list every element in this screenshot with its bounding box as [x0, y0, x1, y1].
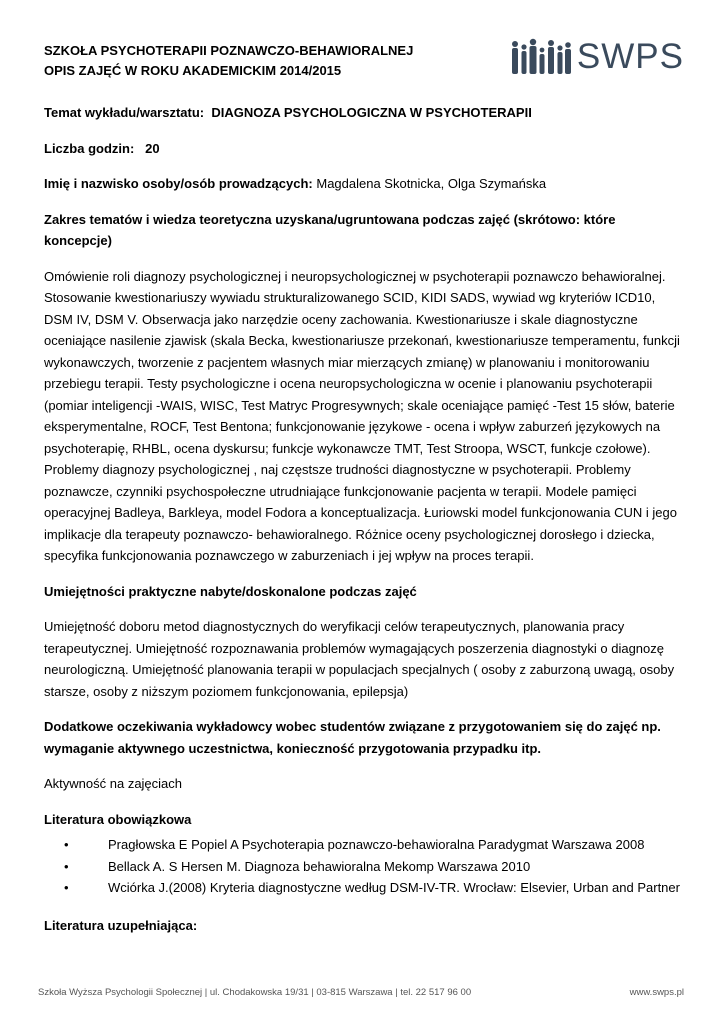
header-school-name: SZKOŁA PSYCHOTERAPII POZNAWCZO-BEHAWIORALNEJ: [44, 43, 414, 58]
topic-line: [44, 102, 684, 124]
header-course-year: OPIS ZAJĘĆ W ROKU AKADEMICKIM 2014/2015: [44, 63, 342, 78]
scope-text: Omówienie roli diagnozy psychologicznej i neuropsychologicznej w psychoterapii poznawczo behawioralnej. Stosowanie kwestionariuszy wywiadu strukturalizowanego SCID, KIDI SADS, wywiad wg kryteriów ICD10, DSM IV, DSM V. Obserwacja jako narzędzie oceny zachowania. Kwestionariusze i skale diagnostyczne oceniające nasilenie zjawisk (skala Becka, kwestionariusze przekonań, kwestionariusze temperamentu, funkcji wykonawczych, tworzenie z pacjentem własnych miar mierzących zmianę) w planowaniu i monitorowaniu przebiegu terapii. Testy psychologiczne i ocena neuropsychologiczna w ocenie i planowaniu psychoterapii (pomiar inteligencji -WAIS, WISC, Test Matryc Progresywnych; skale oceniające pamięć -Test 15 słów, baterie eksperymentalne, ROCF, Test Bentona; funkcjonowanie językowe - ocena i wpływ zaburzeń językowych na psychoterapię, RHBL, ocena dyskursu; funkcje wykonawcze TMT, Test Stroopa, WSCT, funkcje czołowe). Problemy diagnozy psychologicznej , naj częstsze trudności diagnostyczne w psychoterapii. Problemy poznawcze, czynniki psychospołeczne utrudniające funkcjonowanie pacjenta w terapii. Modele pamięci operacyjnej Badleya, Barkleya, model Fodora a konceptualizacja. Łuriowski model funkcjonowania CUN i jego implikacje dla terapeuty poznawczo- behawioralnego. Różnice oceny psychologicznej dorosłego i dziecka, specyfika funkcjonowania poznawczego w zaburzeniach i jej wpływ na proces terapii.: [44, 268, 680, 563]
instructors-value: Magdalena Skotnicka, Olga Szymańska: [316, 176, 547, 191]
list-item: • Bellack A. S Hersen M. Diagnoza behawioralna Mekomp Warszawa 2010: [44, 856, 684, 878]
page-footer: [38, 987, 684, 998]
footer-website: www.swps.pl: [629, 987, 684, 998]
list-item: • Wciórka J.(2008) Kryteria diagnostyczne według DSM-IV-TR. Wrocław: Elsevier, Urban and Partner: [44, 877, 684, 899]
document-body: [44, 102, 684, 936]
swps-logo: [509, 35, 684, 79]
hours-label: Liczba godzin:: [44, 140, 135, 156]
bullet-icon: •: [64, 880, 69, 895]
expectations-text: Aktywność na zajęciach: [44, 776, 183, 791]
instructors-label: Imię i nazwisko osoby/osób prowadzących:: [44, 176, 313, 191]
hours-value: 20: [145, 140, 160, 156]
expectations-heading: Dodatkowe oczekiwania wykładowcy wobec studentów związane z przygotowaniem się do zajęć np. wymaganie aktywnego uczestnictwa, konieczność przygotowania przypadku itp.: [44, 719, 661, 756]
footer-address: Szkoła Wyższa Psychologii Społecznej | ul. Chodakowska 19/31 | 03-815 Warszawa | tel. 22 517 96 00: [38, 987, 472, 998]
skills-text: Umiejętność doboru metod diagnostycznych do weryfikacji celów terapeutycznych, planowania pracy terapeutycznej. Umiejętność rozpoznawania problemów wymagających poszerzenia diagnostyki o diagnozę neurologiczną. Umiejętność planowania terapii w populacjach specjalnych ( osoby z zaburzoną uwagą, osoby starsze, osoby z niższym poziomem funkcjonowania, epilepsja): [44, 619, 675, 699]
instructors-line: [44, 173, 684, 195]
people-figures-icon: [509, 38, 573, 76]
bullet-icon: •: [64, 837, 69, 852]
topic-value: DIAGNOZA PSYCHOLOGICZNA W PSYCHOTERAPII: [211, 105, 532, 120]
literature-list: [44, 834, 684, 899]
scope-heading: Zakres tematów i wiedza teoretyczna uzyskana/ugruntowana podczas zajęć (skrótowo: które koncepcje): [44, 211, 616, 248]
bullet-icon: •: [64, 858, 69, 874]
document-header: [44, 37, 684, 89]
literature-heading: Literatura obowiązkowa: [44, 811, 192, 827]
skills-heading: Umiejętności praktyczne nabyte/doskonalone podczas zajęć: [44, 583, 417, 599]
list-item: • Pragłowska E Popiel A Psychoterapia poznawczo-behawioralna Paradygmat Warszawa 2008: [44, 834, 684, 856]
topic-label: Temat wykładu/warsztatu:: [44, 105, 205, 120]
logo-text: SWPS: [576, 37, 684, 76]
hours-line: [44, 138, 684, 160]
supplementary-literature-heading: Literatura uzupełniająca:: [44, 917, 198, 933]
